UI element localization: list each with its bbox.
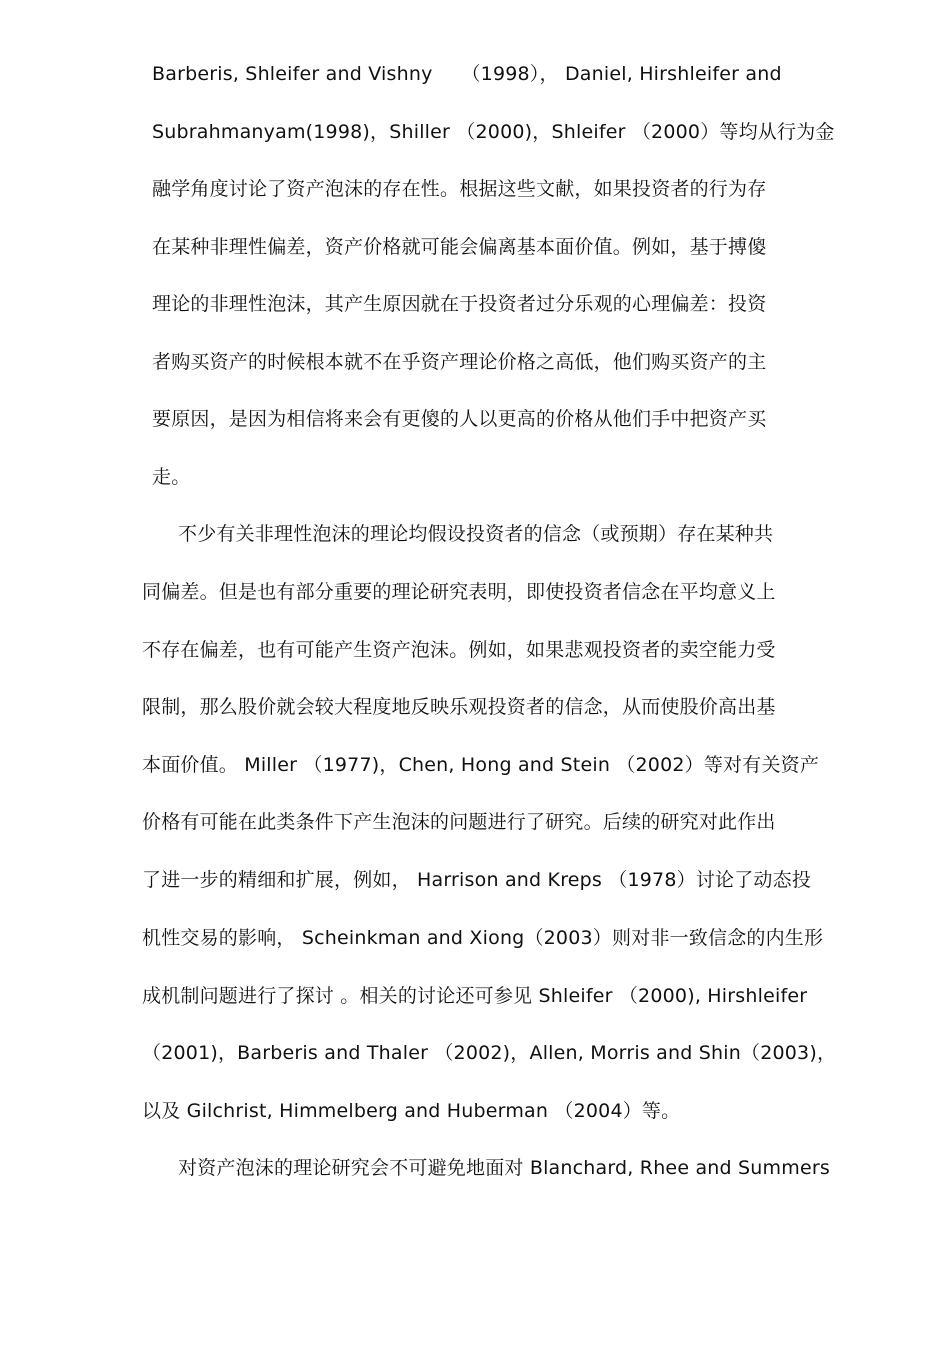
text-line-7: 要原因，是因为相信将来会有更傻的人以更高的价格从他们手中把资产买 (152, 408, 767, 430)
text-line-2: Subrahmanyam(1998)，Shiller （2000)，Shleifer （2000）等均从行为金 (152, 121, 835, 143)
paragraph-3-line-1: 对资产泡沫的理论研究会不可避免地面对 Blanchard, Rhee and Summers (178, 1157, 830, 1179)
paragraph-2-line-7: 了进一步的精细和扩展，例如， Harrison and Kreps （1978）讨论了动态投 (142, 869, 812, 891)
paragraph-2-line-11: 以及 Gilchrist, Himmelberg and Huberman （2004）等。 (142, 1100, 681, 1122)
paragraph-2-line-9: 成机制问题进行了探讨 。相关的讨论还可参见 Shleifer （2000), Hirshleifer (142, 985, 808, 1007)
text-line-5: 理论的非理性泡沫，其产生原因就在于投资者过分乐观的心理偏差：投资 (152, 293, 767, 315)
paragraph-2-line-5: 本面价值。 Miller （1977)，Chen, Hong and Stein （2002）等对有关资产 (142, 754, 820, 776)
text-line-4: 在某种非理性偏差，资产价格就可能会偏离基本面价值。例如，基于搏傻 (152, 236, 767, 258)
paragraph-2-line-4: 限制，那么股价就会较大程度地反映乐观投资者的信念，从而使股价高出基 (142, 696, 776, 718)
paragraph-2-line-6: 价格有可能在此类条件下产生泡沫的问题进行了研究。后续的研究对此作出 (142, 811, 776, 833)
paragraph-2-line-10: （2001)，Barberis and Thaler （2002)，Allen, Morris and Shin（2003)， (142, 1042, 837, 1064)
text-line-3: 融学角度讨论了资产泡沫的存在性。根据这些文献，如果投资者的行为存 (152, 178, 767, 200)
paragraph-2-line-2: 同偏差。但是也有部分重要的理论研究表明，即使投资者信念在平均意义上 (142, 581, 776, 603)
text-line-8: 走。 (152, 466, 191, 488)
paragraph-2-line-8: 机性交易的影响， Scheinkman and Xiong（2003）则对非一致信念的内生形 (142, 927, 824, 949)
paragraph-2-line-3: 不存在偏差，也有可能产生资产泡沫。例如，如果悲观投资者的卖空能力受 (142, 639, 776, 661)
text-line-1: Barberis, Shleifer and Vishny （1998）， Daniel, Hirshleifer and (152, 63, 782, 85)
text-line-6: 者购买资产的时候根本就不在乎资产理论价格之高低，他们购买资产的主 (152, 351, 767, 373)
paragraph-2-line-1: 不少有关非理性泡沫的理论均假设投资者的信念（或预期）存在某种共 (178, 523, 774, 545)
